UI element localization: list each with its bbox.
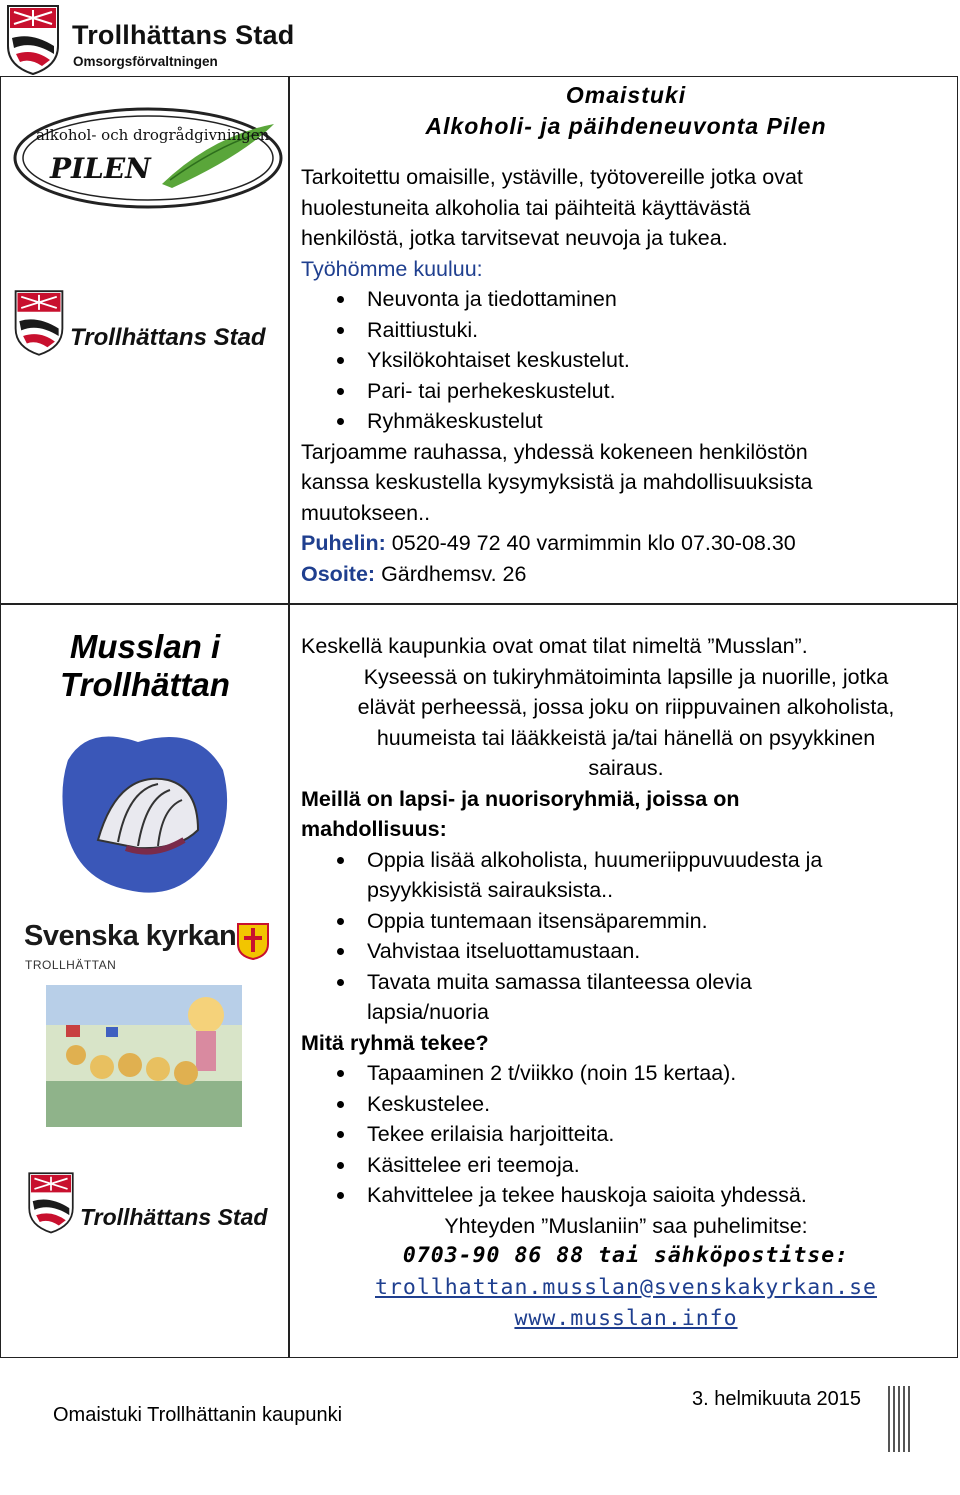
list-item — [301, 936, 951, 967]
offer-line: Tarjoamme rauhassa, yhdessä kokeneen henkilöstön — [301, 439, 808, 464]
description-line: sairaus. — [588, 756, 664, 780]
address-value: Gärdhemsv. 26 — [381, 561, 527, 586]
address-row — [301, 559, 951, 590]
section-title: Omaistuki — [565, 82, 687, 108]
city-coat-of-arms-icon — [10, 282, 68, 362]
phone-value: 0520-49 72 40 varmimmin klo 07.30-08.30 — [391, 531, 796, 555]
list-item: Käsittelee eri teemoja. — [301, 1150, 951, 1181]
svenska-kyrkan-name: Svenska kyrkan — [24, 920, 237, 952]
list-item: Ryhmäkeskustelut — [301, 406, 951, 437]
svenska-kyrkan-sub: TROLLHÄTTAN — [25, 958, 117, 972]
city-coat-of-arms-icon — [24, 1164, 78, 1240]
what-heading: Mitä ryhmä tekee? — [301, 1030, 489, 1055]
list-item: Neuvonta ja tiedottaminen — [301, 284, 951, 315]
contact-phone: 0703-90 86 88 tai sähköpostitse: — [402, 1243, 850, 1268]
intro-line: henkilöstä, jotka tarvitsevat neuvoja ja tukea. — [301, 226, 728, 250]
header-logo — [0, 0, 340, 80]
groups-list — [301, 845, 951, 1028]
groups-heading-line: mahdollisuus: — [301, 817, 447, 841]
description-line: elävät perheessä, jossa joku on riippuvainen alkoholista, — [357, 695, 895, 719]
work-list — [301, 284, 951, 437]
list-item-line: Tavata muita samassa tilanteessa olevia — [367, 969, 752, 994]
pilen-top-text: alkohol- och drogrådgivningen — [36, 126, 270, 144]
section-subtitle: Alkoholi- ja päihdeneuvonta Pilen — [425, 113, 827, 139]
list-item: Yksilökohtaiset keskustelut. — [301, 345, 951, 376]
department-name: Omsorgsförvaltningen — [73, 54, 218, 69]
org-name: Trollhättans Stad — [72, 20, 295, 50]
list-item — [301, 967, 951, 1028]
description-line: Kyseessä on tukiryhmätoiminta lapsille ja nuorille, jotka — [363, 664, 889, 689]
work-heading: Työhömme kuuluu: — [301, 256, 483, 281]
list-item-line: Vahvistaa itseluottamustaan. — [367, 939, 641, 963]
list-item-line: lapsia/nuoria — [367, 1000, 489, 1024]
offer-line: muutokseen.. — [301, 500, 431, 525]
row-divider — [0, 603, 958, 605]
offer-paragraph — [301, 437, 951, 529]
children-drawing-image — [46, 985, 242, 1127]
offer-line: kanssa keskustella kysymyksistä ja mahdollisuuksista — [301, 470, 813, 494]
pilen-logo — [12, 106, 284, 210]
contact-line: Yhteyden ”Muslaniin” saa puhelimitse: — [444, 1213, 808, 1238]
city-coat-of-arms-icon — [2, 2, 64, 76]
contact-block — [301, 1211, 951, 1335]
column-divider — [288, 76, 290, 1358]
musslan-intro: Keskellä kaupunkia ovat omat tilat nimeltä ”Musslan”. — [301, 634, 808, 658]
footer-title: Omaistuki Trollhättanin kaupunki — [53, 1404, 343, 1426]
intro-paragraph — [301, 162, 951, 254]
pilen-word: PILEN — [50, 152, 151, 185]
trollhattan-logo-1 — [10, 282, 288, 364]
intro-line: huolestuneita alkoholia tai päihteitä käyttävästä — [301, 195, 751, 220]
list-item: Pari- tai perhekeskustelut. — [301, 376, 951, 407]
section-pilen — [301, 80, 951, 589]
description-line: huumeista tai lääkkeistä ja/tai hänellä on psyykkinen — [376, 725, 876, 750]
list-item: Tapaaminen 2 t/viikko (noin 15 kertaa). — [301, 1058, 951, 1089]
list-item-line: Oppia lisää alkoholista, huumeriippuvuudesta ja — [367, 847, 823, 872]
footer-date: 3. helmikuuta 2015 — [692, 1388, 862, 1410]
trollhattan-logo-1-text: Trollhättans Stad — [70, 324, 266, 351]
section-musslan — [301, 631, 951, 1335]
intro-line: Tarkoitettu omaisille, ystäville, työtovereille jotka ovat — [301, 165, 803, 189]
list-item: Raittiustuki. — [301, 315, 951, 346]
list-item: Tekee erilaisia harjoitteita. — [301, 1119, 951, 1150]
website-link[interactable]: www.musslan.info — [514, 1306, 738, 1331]
list-item-line: psyykkisistä sairauksista.. — [367, 878, 614, 902]
musslan-title: Musslan i Trollhättan — [60, 628, 230, 703]
address-label: Osoite: — [301, 561, 376, 586]
shell-illustration — [58, 730, 230, 900]
trollhattan-logo-2-text: Trollhättans Stad — [80, 1204, 268, 1230]
groups-heading-line: Meillä on lapsi- ja nuorisoryhmiä, joissa on — [301, 786, 740, 811]
svenska-kyrkan-logo — [24, 920, 274, 976]
church-crown-icon — [236, 922, 270, 960]
musslan-description — [301, 662, 951, 784]
list-item — [301, 906, 951, 937]
list-item-line: Oppia tuntemaan itsensäparemmin. — [367, 908, 708, 933]
footer-decoration — [888, 1386, 910, 1452]
trollhattan-logo-2 — [24, 1164, 288, 1242]
list-item: Keskustelee. — [301, 1089, 951, 1120]
phone-row — [301, 528, 951, 559]
groups-heading — [301, 784, 951, 845]
phone-label: Puhelin: — [301, 531, 386, 555]
list-item: Kahvittelee ja tekee hauskoja saioita yhdessä. — [301, 1180, 951, 1211]
what-list — [301, 1058, 951, 1211]
email-link[interactable]: trollhattan.musslan@svenskakyrkan.se — [375, 1274, 877, 1300]
list-item — [301, 845, 951, 906]
